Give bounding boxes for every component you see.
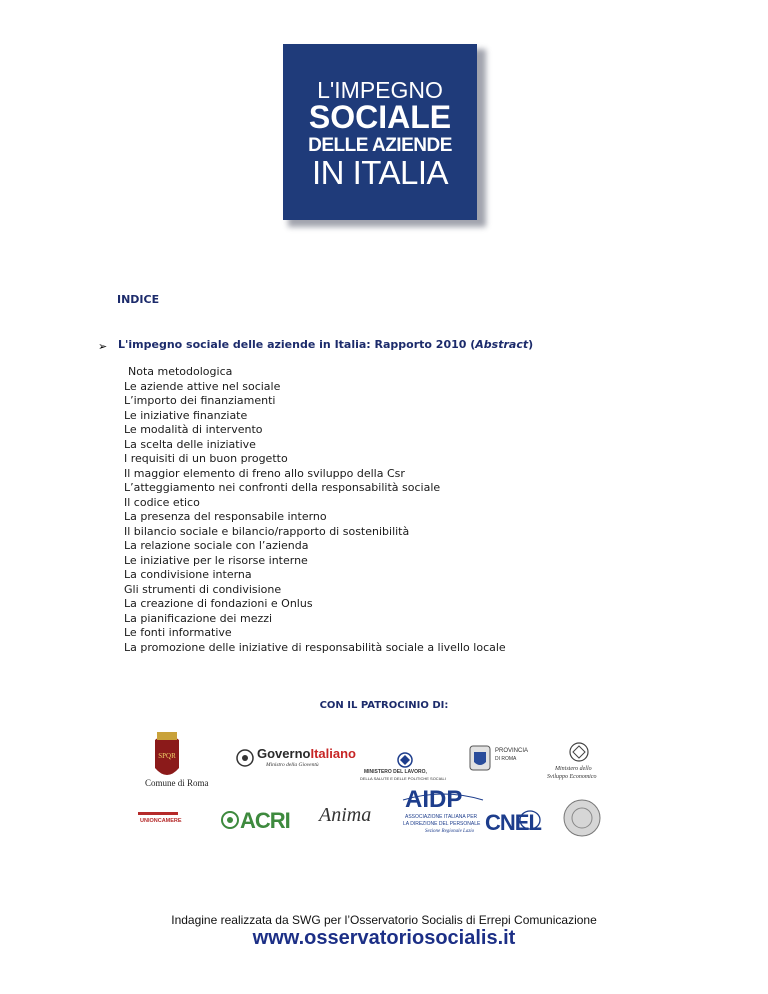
- aidp-sub-2: LA DIREZIONE DEL PERSONALE: [403, 821, 481, 827]
- toc-item: Le modalità di intervento: [124, 423, 263, 436]
- toc-item: Le aziende attive nel sociale: [124, 379, 281, 393]
- lavoro-label-2: DELLA SALUTE E DELLE POLITICHE SOCIALI: [360, 776, 446, 781]
- toc-list: [124, 365, 506, 655]
- toc-item: Le fonti informative: [124, 626, 232, 639]
- sviluppo-label-2: Sviluppo Economico: [547, 774, 597, 780]
- cover-line-4: IN ITALIA: [311, 154, 449, 191]
- comune-roma-logo: [155, 732, 179, 775]
- aidp-sub-3: Sezione Regionale Lazio: [425, 829, 475, 834]
- cover-line-1: L'IMPEGNO: [317, 77, 443, 103]
- toc-item: La condivisione interna: [124, 568, 252, 581]
- toc-item: Il codice etico: [124, 495, 200, 509]
- patronage-title: CON IL PATROCINIO DI:: [319, 700, 449, 711]
- seal-logo: [564, 800, 600, 836]
- toc-item: La presenza del responsabile interno: [124, 510, 327, 523]
- aidp-label: AIDP: [405, 786, 463, 813]
- governo-sub-label: Ministro della Gioventù: [266, 762, 319, 768]
- toc-item: La relazione sociale con l’azienda: [124, 539, 309, 552]
- ministero-lavoro-logo: [398, 753, 412, 767]
- website-link[interactable]: www.osservatoriosocialis.it: [252, 927, 516, 949]
- sviluppo-label-1: Ministero dello: [555, 766, 592, 772]
- toc-item: L’atteggiamento nei confronti della responsabilità sociale: [124, 481, 441, 494]
- provincia-label-1: PROVINCIA: [495, 748, 529, 754]
- acri-logo: [222, 812, 238, 828]
- toc-item: La creazione di fondazioni e Onlus: [124, 597, 313, 610]
- index-title: INDICE: [117, 293, 160, 306]
- aidp-sub-1: ASSOCIAZIONE ITALIANA PER: [405, 814, 478, 820]
- cover-line-2: SOCIALE: [308, 99, 452, 135]
- svg-text:SPQR: SPQR: [158, 752, 176, 760]
- toc-item: La pianificazione dei mezzi: [124, 611, 273, 625]
- report-heading: [118, 338, 533, 351]
- unioncamere-label: UNIONCAMERE: [140, 818, 182, 824]
- arrow-bullet-icon: ➢: [98, 340, 108, 353]
- toc-item: L’importo dei finanziamenti: [124, 394, 276, 407]
- report-title-suffix: ): [528, 338, 534, 351]
- cover-logo: [283, 44, 477, 220]
- toc-item: Il maggior elemento di freno allo sviluppo della Csr: [124, 466, 405, 480]
- anima-label: Anima: [319, 804, 372, 826]
- governo-logo: [237, 750, 253, 766]
- acri-label: ACRI: [240, 808, 290, 833]
- toc-item: La scelta delle iniziative: [124, 437, 256, 451]
- toc-item: La promozione delle iniziative di responsabilità sociale a livello locale: [124, 640, 506, 654]
- cnel-label: CNEL: [485, 810, 541, 835]
- report-title-italic: Abstract: [475, 338, 529, 351]
- logos-svg: [135, 722, 635, 852]
- provincia-label-2: DI ROMA: [495, 756, 517, 762]
- comune-roma-label: Comune di Roma: [145, 778, 209, 788]
- lavoro-label-1: MINISTERO DEL LAVORO,: [364, 769, 427, 775]
- toc-item: Nota metodologica: [128, 365, 233, 378]
- report-title-prefix: L'impegno sociale delle aziende in Italia: Rapporto 2010 (: [118, 338, 476, 351]
- ministero-sviluppo-logo: [570, 743, 588, 761]
- toc-item: I requisiti di un buon progetto: [124, 452, 288, 465]
- cover-line-3: DELLE AZIENDE: [308, 135, 452, 156]
- provincia-roma-logo: [470, 746, 490, 770]
- toc-item: Le iniziative per le risorse interne: [124, 553, 308, 567]
- toc-item: Gli strumenti di condivisione: [124, 582, 282, 596]
- survey-credit: Indagine realizzata da SWG per l’Osservatorio Socialis di Errepi Comunicazione: [171, 913, 597, 927]
- sponsor-logos: [135, 722, 635, 852]
- governo-label: GovernoItaliano: [257, 746, 356, 761]
- toc-item: Le iniziative finanziate: [124, 408, 248, 422]
- unioncamere-logo: [138, 812, 178, 815]
- toc-item: Il bilancio sociale e bilancio/rapporto di sostenibilità: [124, 524, 410, 538]
